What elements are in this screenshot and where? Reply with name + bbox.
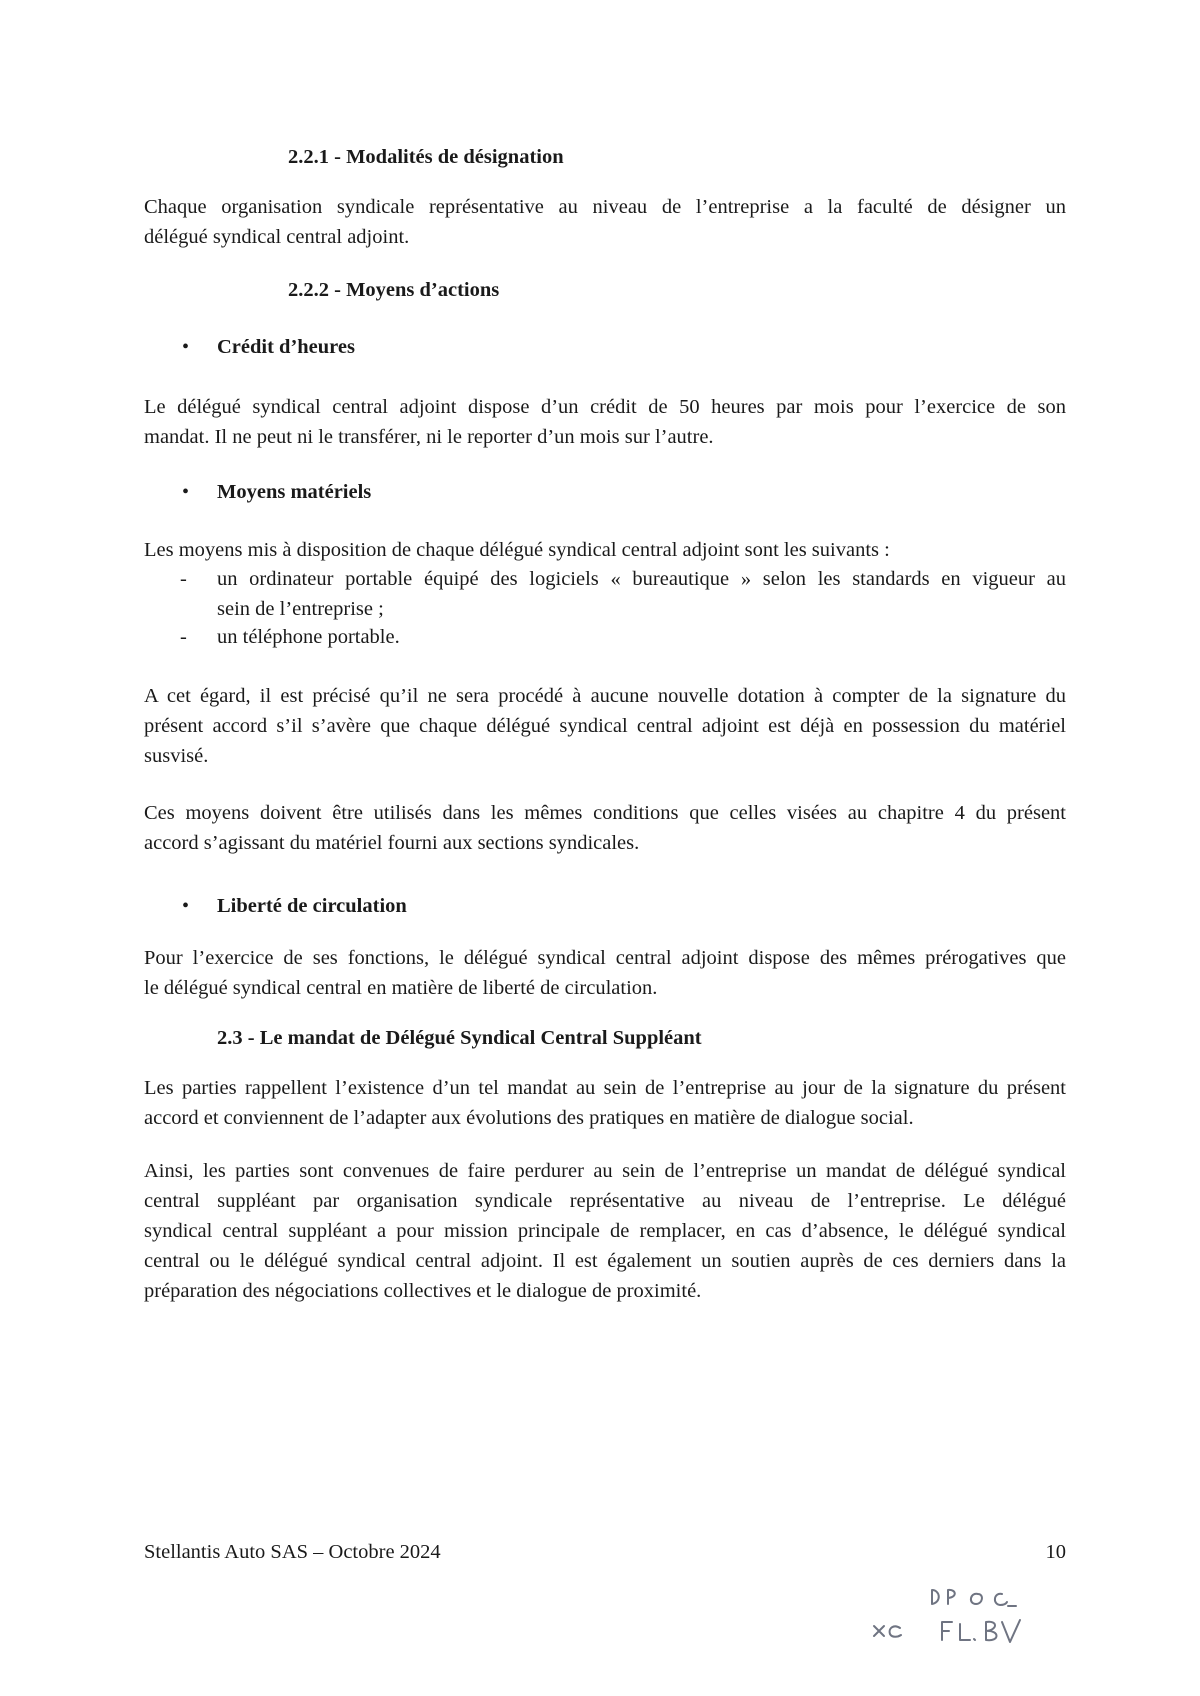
text-line: Ces moyens doivent être utilisés dans les mêmes conditions que celles visées au chapitre 4 du présent (144, 802, 1066, 824)
text-line: central ou le délégué syndical central adjoint. Il est également un soutien auprès de ces derniers dans la (144, 1250, 1066, 1272)
text-line: Les parties rappellent l’existence d’un tel mandat au sein de l’entreprise au jour de la signature du présent (144, 1077, 1066, 1099)
text-line: Chaque organisation syndicale représentative au niveau de l’entreprise a la faculté de désigner un (144, 196, 1066, 218)
dash-marker: - (180, 568, 187, 590)
bullet-icon: • (182, 336, 190, 358)
bullet-moyens-materiels: Moyens matériels (217, 481, 372, 503)
paragraph-credit (144, 392, 1066, 452)
heading-2-2-2: 2.2.2 - Moyens d’actions (288, 279, 500, 301)
text-line: un ordinateur portable équipé des logiciels « bureautique » selon les standards en vigueur au (217, 568, 1066, 590)
paragraph-dotation (144, 681, 1066, 771)
text-line: Ainsi, les parties sont convenues de faire perdurer au sein de l’entreprise un mandat de délégué syndical (144, 1160, 1066, 1182)
paragraph-suppleant (144, 1156, 1066, 1306)
text-line: susvisé. (144, 745, 209, 767)
heading-2-2-1: 2.2.1 - Modalités de désignation (288, 146, 564, 168)
text-line: Le délégué syndical central adjoint dispose d’un crédit de 50 heures par mois pour l’exercice de son (144, 396, 1066, 418)
bullet-liberte-circulation: Liberté de circulation (217, 895, 407, 917)
dash-marker: - (180, 626, 187, 648)
paragraph-moyens-intro: Les moyens mis à disposition de chaque délégué syndical central adjoint sont les suivants : (144, 539, 890, 561)
text-line: le délégué syndical central en matière de liberté de circulation. (144, 977, 658, 999)
handwritten-initials (870, 1580, 1070, 1660)
text-line: accord et conviennent de l’adapter aux évolutions des pratiques en matière de dialogue social. (144, 1107, 914, 1129)
bullet-credit-heures: Crédit d’heures (217, 336, 355, 358)
heading-2-3: 2.3 - Le mandat de Délégué Syndical Central Suppléant (217, 1027, 702, 1049)
text-line: syndical central suppléant a pour mission principale de remplacer, en cas d’absence, le délégué syndical (144, 1220, 1066, 1242)
text-line: Pour l’exercice de ses fonctions, le délégué syndical central adjoint dispose des mêmes prérogatives que (144, 947, 1066, 969)
text-line: central suppléant par organisation syndicale représentative au niveau de l’entreprise. Le délégué (144, 1190, 1066, 1212)
text-line: mandat. Il ne peut ni le transférer, ni le reporter d’un mois sur l’autre. (144, 426, 714, 448)
list-item (217, 564, 1066, 624)
footer-company-date: Stellantis Auto SAS – Octobre 2024 (144, 1541, 441, 1563)
text-line: sein de l’entreprise ; (217, 598, 384, 620)
paragraph-designation (144, 192, 1066, 252)
paragraph-rappel (144, 1073, 1066, 1133)
bullet-icon: • (182, 481, 190, 503)
paragraph-conditions (144, 798, 1066, 858)
text-line: accord s’agissant du matériel fourni aux sections syndicales. (144, 832, 640, 854)
bullet-icon: • (182, 895, 190, 917)
page-number: 10 (1045, 1541, 1066, 1563)
list-item: un téléphone portable. (217, 626, 400, 648)
text-line: A cet égard, il est précisé qu’il ne sera procédé à aucune nouvelle dotation à compter de la signature du (144, 685, 1066, 707)
text-line: préparation des négociations collectives et le dialogue de proximité. (144, 1280, 702, 1302)
text-line: délégué syndical central adjoint. (144, 226, 410, 248)
text-line: présent accord s’il s’avère que chaque délégué syndical central adjoint est déjà en possession du matériel (144, 715, 1066, 737)
paragraph-circulation (144, 943, 1066, 1003)
